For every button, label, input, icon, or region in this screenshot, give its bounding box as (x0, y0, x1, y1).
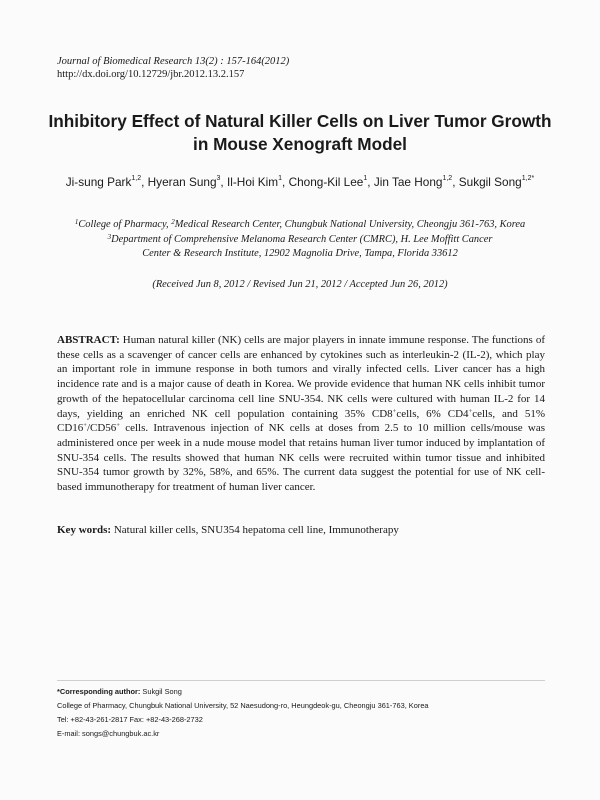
author: Jin Tae Hong$^{1,2}$, (373, 175, 459, 189)
author-list (20, 174, 580, 190)
corresponding-author-footnote (57, 685, 557, 741)
keywords-label: Key words: (57, 524, 112, 536)
author: Hyeran Sung$^3$, (147, 175, 227, 189)
author: Chong-Kil Lee$^1$, (288, 175, 374, 189)
corresponding-address: College of Pharmacy, Chungbuk National University, 52 Naesudong-ro, Heungdeok-gu, Cheongju 361-763, Korea (57, 701, 429, 710)
corresponding-author-name: Sukgil Song (140, 687, 182, 696)
affiliation-line-1: $^1$College of Pharmacy, $^2$Medical Research Center, Chungbuk National University, Cheongju 361-763, Korea (74, 218, 526, 230)
footnote-divider (57, 680, 545, 681)
corresponding-phone: Tel: +82-43-261-2817 Fax: +82-43-268-2732 (57, 715, 203, 724)
title-line-2: in Mouse Xenograft Model (193, 134, 407, 154)
doi-link[interactable]: http://dx.doi.org/10.12729/jbr.2012.13.2.157 (57, 69, 245, 80)
paper-title (40, 110, 560, 156)
title-line-1: Inhibitory Effect of Natural Killer Cells on Liver Tumor Growth (48, 111, 552, 131)
submission-dates: (Received Jun 8, 2012 / Revised Jun 21, 2012 / Accepted Jun 26, 2012) (152, 279, 448, 290)
corresponding-email[interactable]: E-mail: songs@chungbuk.ac.kr (57, 729, 160, 738)
author: Il-Hoi Kim$^1$, (226, 175, 289, 189)
keywords: Key words: Natural killer cells, SNU354 hepatoma cell line, Immunotherapy (57, 524, 399, 536)
author: Sukgil Song$^{1,2*}$ (458, 175, 535, 189)
affiliation-line-2: $^3$Department of Comprehensive Melanoma Research Center (CMRC), H. Lee Moffitt Cancer (107, 232, 493, 245)
affiliation-line-3: Center & Research Institute, 12902 Magnolia Drive, Tampa, Florida 33612 (142, 248, 458, 259)
affiliations (30, 218, 570, 262)
abstract: ABSTRACT: Human natural killer (NK) cells are major players in innate immune response. The functions of these cells as a scavenger of cancer cells are enhanced by cytokines such as interleukin-2 (IL-2), which play an important role in immune response in both tumors and virally infected cells. Liver cancer has a high incidence rate and is a major cause of death in Korea. We provide evidence that human NK cells inhibit tumor growth of the hepatocellular carcinoma cell line SNU-354. NK cells were cultured with human IL-2 for 14 days, yielding an enriched NK cell population containing 35% CD8+cells, 6% CD4+cells, and 51% CD16+/CD56+ cells. Intravenous injection of NK cells at doses from 2.5 to 10 million cells/mouse was administered once per week in a nude mouse model that retains human liver tumor induced by implantation of SNU-354 cells. The results showed that human NK cells were recruited within tumor tissue and inhibited SNU-354 tumor growth by 32%, 58%, and 65%. The current data suggest the potential for use of NK cell-based immunotherapy for treatment of human liver cancer. (57, 334, 546, 494)
abstract-label: ABSTRACT: (57, 334, 120, 346)
author: Ji-sung Park$^{1,2}$, (65, 175, 148, 189)
journal-citation: Journal of Biomedical Research 13(2) : 157-164(2012) (57, 56, 290, 67)
corresponding-author-label: *Corresponding author: (57, 687, 141, 696)
